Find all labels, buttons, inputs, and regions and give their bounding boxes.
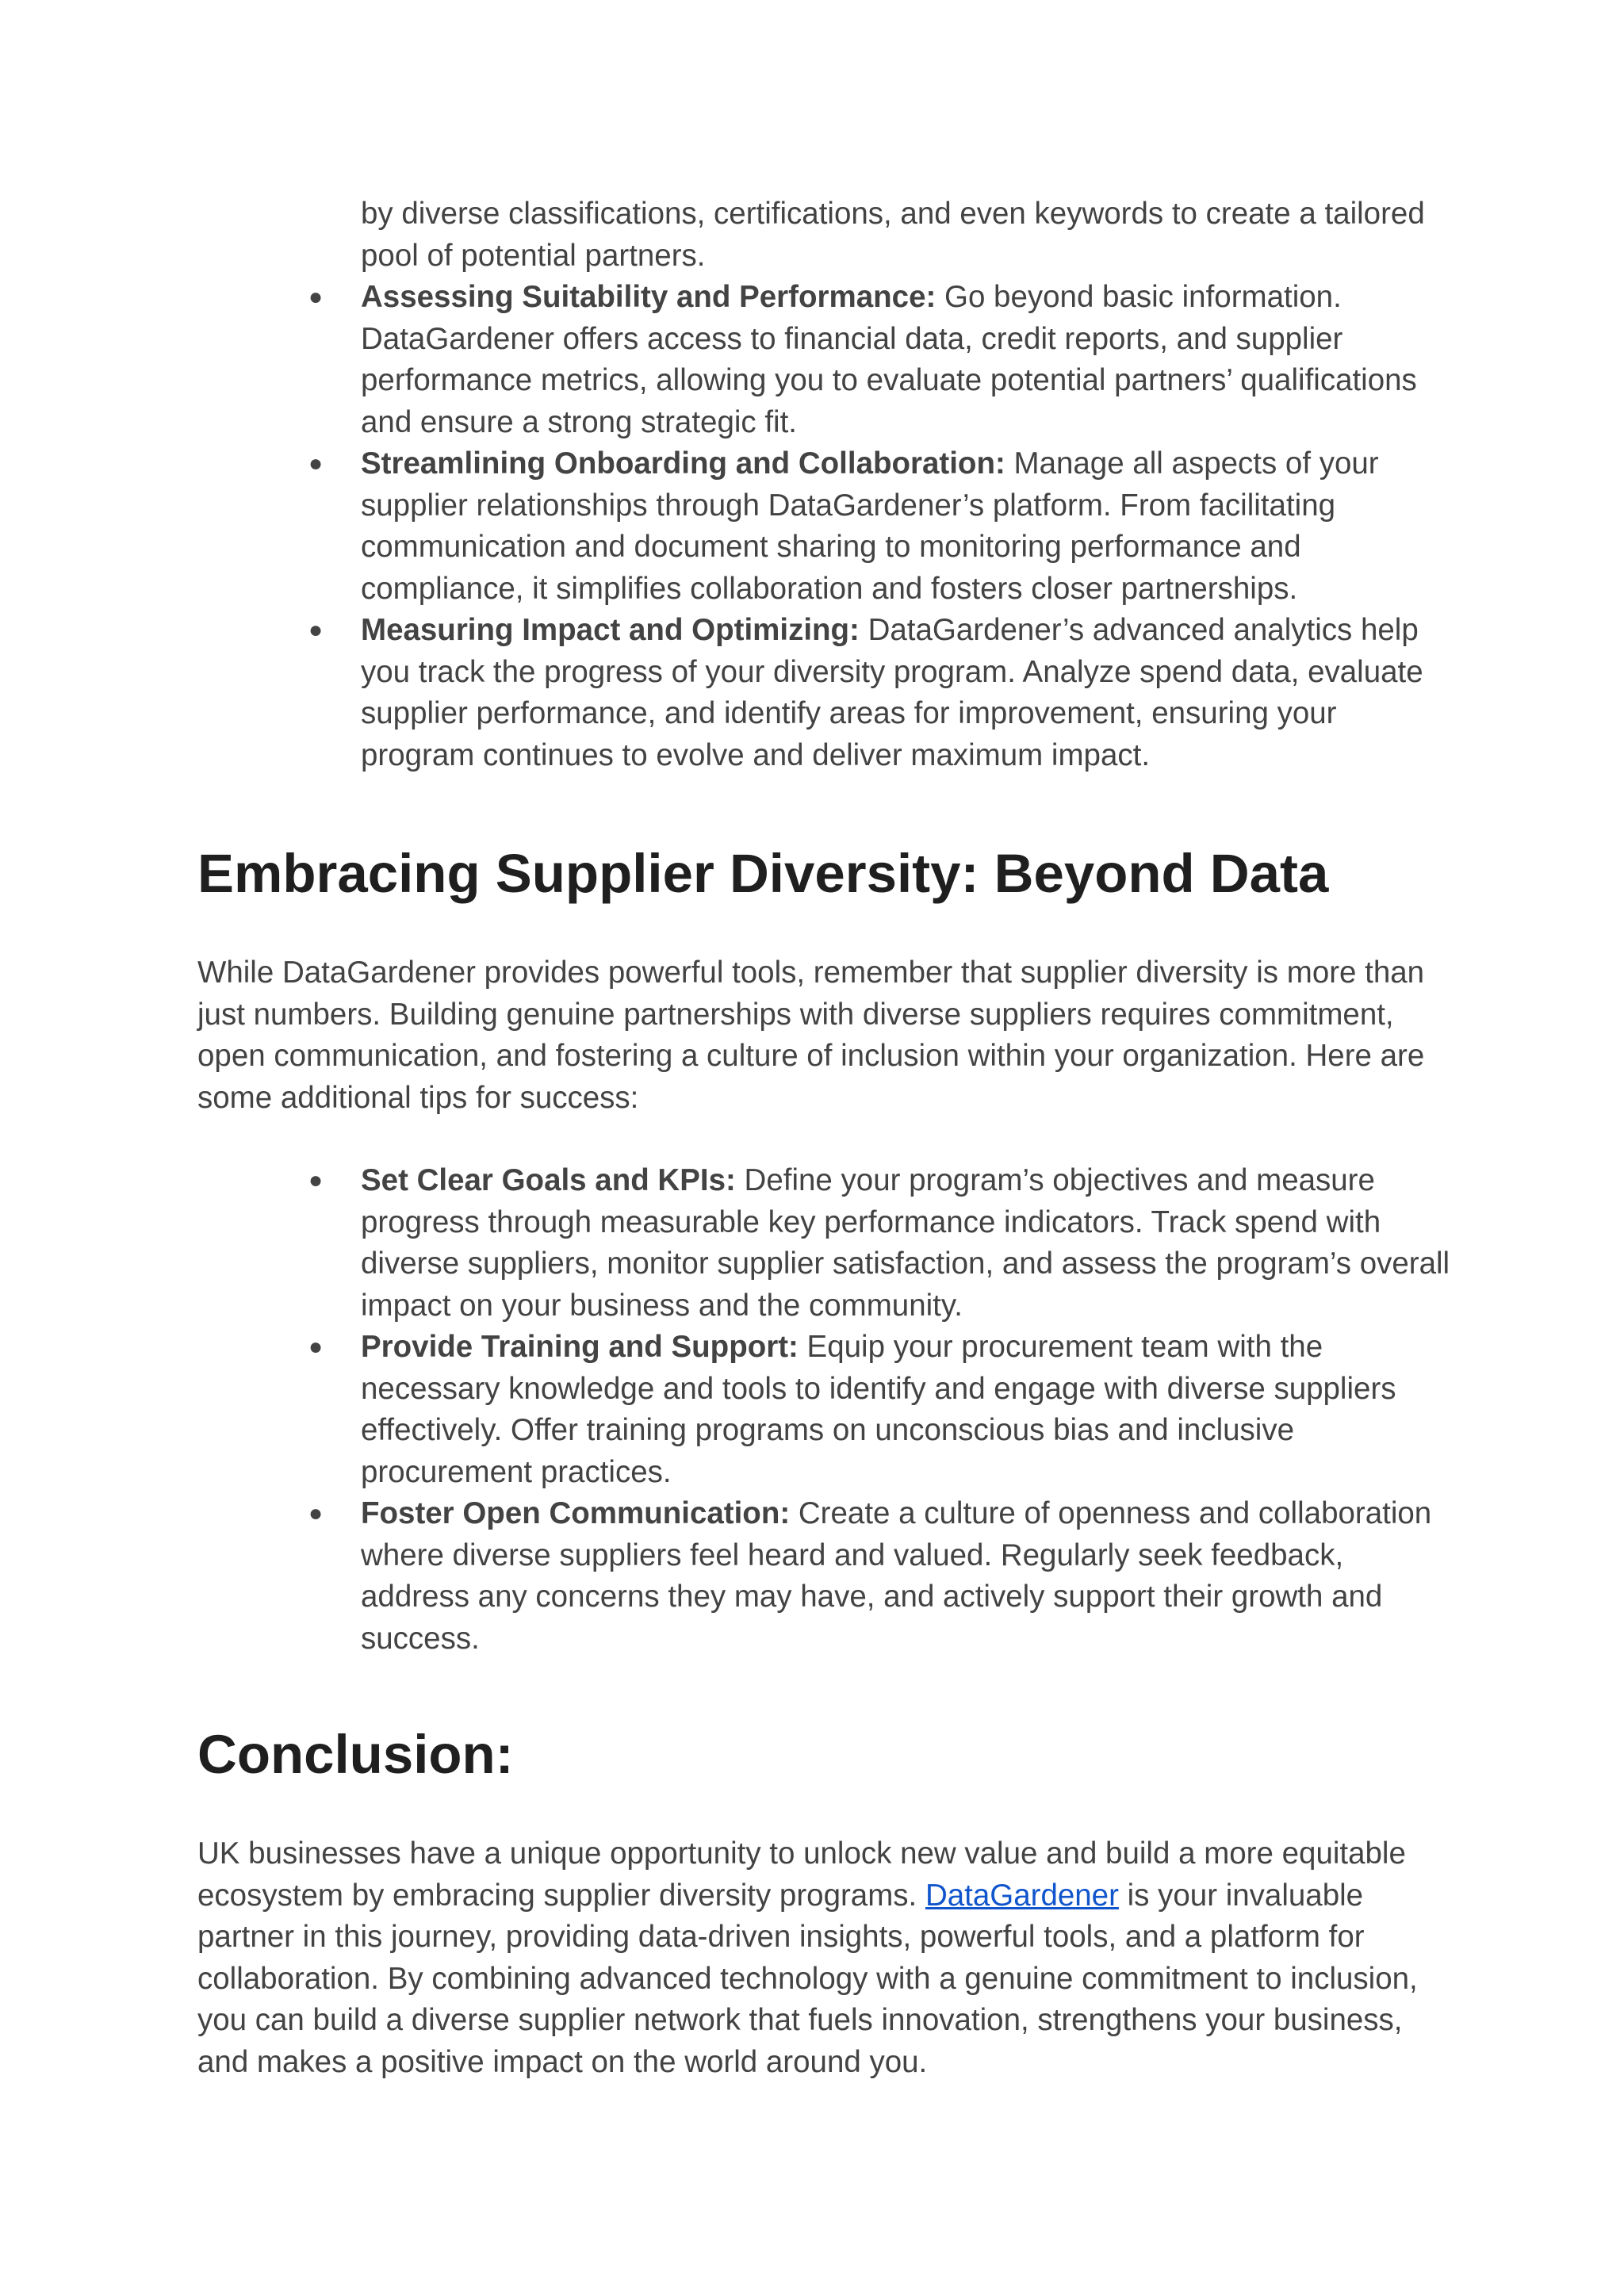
list-item-lead: Foster Open Communication:	[361, 1496, 791, 1530]
list-item-lead: Measuring Impact and Optimizing:	[361, 613, 860, 647]
bullet-icon: ●	[308, 1167, 324, 1193]
list-item	[197, 610, 1450, 776]
list-item-body: Define your program’s objectives and measure progress through measurable key performance indicators. Track spend with diverse suppliers, monitor supplier satisfaction, and assess the program’s overall impact on your business and the community.	[361, 1163, 1450, 1323]
datagardener-link[interactable]: DataGardener	[925, 1878, 1119, 1913]
bullet-icon: ●	[308, 617, 324, 643]
bullet-icon: ●	[308, 1334, 324, 1360]
list-item-body: Go beyond basic information. DataGardener offers access to financial data, credit reports, and supplier performance metrics, allowing you to evaluate potential partners’ qualifications and ensure a strong strategic fit.	[361, 280, 1417, 439]
bullet-list-tips	[197, 1160, 1450, 1660]
bullet-icon: ●	[308, 450, 324, 477]
list-item-lead: Streamlining Onboarding and Collaboration:	[361, 446, 1005, 481]
section-paragraph-conclusion	[197, 1833, 1450, 2083]
list-item	[197, 277, 1450, 443]
list-item-lead: Set Clear Goals and KPIs:	[361, 1163, 736, 1197]
list-item-lead: Provide Training and Support:	[361, 1330, 799, 1364]
list-item-body: DataGardener’s advanced analytics help you track the progress of your diversity program. Analyze spend data, evaluate supplier performance, and identify areas for improvement, ensuring your program continues to evolve and deliver maximum impact.	[361, 613, 1423, 772]
section-heading-conclusion: Conclusion:	[197, 1724, 514, 1785]
list-item-continuation	[197, 193, 1450, 277]
list-item-lead: Assessing Suitability and Performance:	[361, 280, 936, 314]
bullet-icon: ●	[308, 284, 324, 310]
list-item-body: Create a culture of openness and collaboration where diverse suppliers feel heard and valued. Regularly seek feedback, address any concerns they may have, and actively support their growth and success.	[361, 1496, 1432, 1656]
list-item-continuation-text: by diverse classifications, certifications, and even keywords to create a tailored pool of potential partners.	[361, 197, 1425, 273]
section-paragraph-embracing: While DataGardener provides powerful tools, remember that supplier diversity is more than just numbers. Building genuine partnerships with diverse suppliers requires commitment, open communication, and fostering a culture of inclusion within your organization. Here are some additional tips for success:	[197, 956, 1425, 1115]
bullet-list-tools	[197, 193, 1450, 776]
list-item-body: Equip your procurement team with the necessary knowledge and tools to identify and engage with diverse suppliers effectively. Offer training programs on unconscious bias and inclusive procurement practices.	[361, 1330, 1396, 1489]
bullet-icon: ●	[308, 1500, 324, 1526]
list-item	[197, 1327, 1450, 1493]
list-item	[197, 1493, 1450, 1660]
conclusion-text-after-link: is your invaluable partner in this journey, providing data-driven insights, powerful tools, and a platform for collaboration. By combining advanced technology with a genuine commitment to inclusion, you can build a diverse supplier network that fuels innovation, strengthens your business, and makes a positive impact on the world around you.	[197, 1878, 1418, 2079]
conclusion-text-before-link: UK businesses have a unique opportunity to unlock new value and build a more equitable ecosystem by embracing supplier diversity programs.	[197, 1836, 1406, 1913]
section-heading-embracing: Embracing Supplier Diversity: Beyond Data	[197, 843, 1329, 904]
list-item	[197, 443, 1450, 610]
list-item-body: Manage all aspects of your supplier relationships through DataGardener’s platform. From facilitating communication and document sharing to monitoring performance and compliance, it simplifies collaboration and fosters closer partnerships.	[361, 446, 1379, 606]
list-item	[197, 1160, 1450, 1327]
